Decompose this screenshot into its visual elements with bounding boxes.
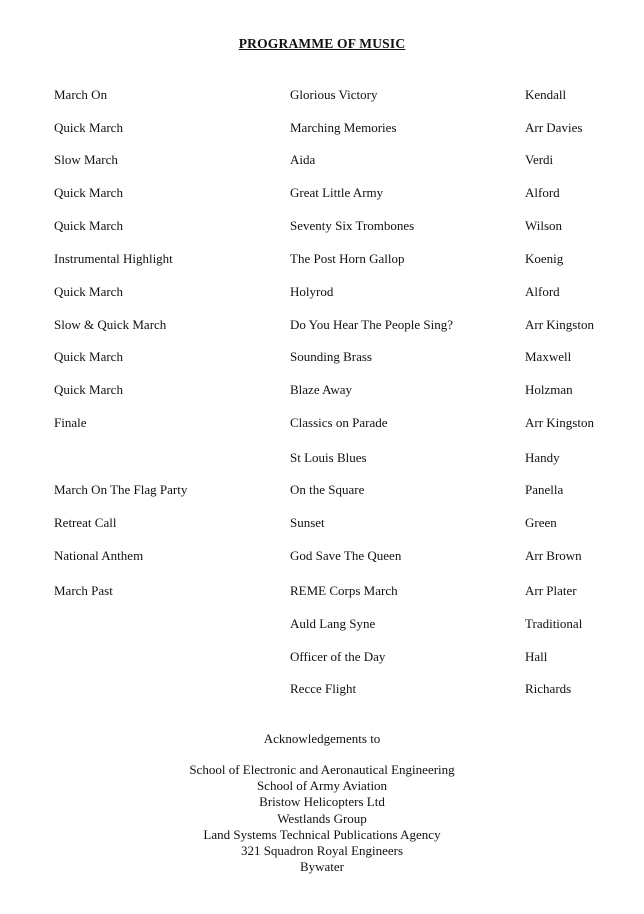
programme-row [0, 548, 644, 566]
programme-row [0, 251, 644, 269]
programme-row [0, 218, 644, 236]
piece-title: Sunset [290, 515, 325, 530]
composer: Koenig [525, 251, 564, 266]
occasion: Quick March [54, 349, 123, 364]
acknowledgement-entry: 321 Squadron Royal Engineers [240, 842, 404, 858]
occasion: March On [54, 87, 108, 102]
composer: Alford [525, 284, 560, 299]
occasion: Quick March [54, 284, 123, 299]
piece-title: Glorious Victory [290, 87, 378, 102]
composer: Arr Kingston [525, 317, 594, 332]
occasion: Instrumental Highlight [54, 251, 173, 266]
acknowledgements-heading: Acknowledgements to [263, 731, 381, 746]
piece-title: Blaze Away [290, 382, 352, 397]
occasion: Slow & Quick March [54, 317, 167, 332]
occasion: Finale [54, 415, 87, 430]
piece-title: Sounding Brass [290, 349, 372, 364]
programme-row [0, 415, 644, 433]
piece-title: Marching Memories [290, 120, 397, 135]
occasion: March On The Flag Party [54, 482, 188, 497]
piece-title: Seventy Six Trombones [290, 218, 415, 233]
acknowledgement-entry: Bywater [299, 859, 345, 875]
programme-row [0, 120, 644, 138]
composer: Green [525, 515, 557, 530]
acknowledgements-list [0, 762, 644, 875]
page-title: PROGRAMME OF MUSIC [238, 36, 406, 51]
piece-title: Auld Lang Syne [290, 616, 376, 631]
piece-title: Classics on Parade [290, 415, 388, 430]
composer: Handy [525, 450, 560, 465]
programme-row [0, 616, 644, 634]
programme-row [0, 382, 644, 400]
composer: Kendall [525, 87, 567, 102]
programme-row [0, 583, 644, 601]
occasion: Quick March [54, 218, 123, 233]
programme-row [0, 515, 644, 533]
composer: Panella [525, 482, 564, 497]
programme-row [0, 185, 644, 203]
piece-title: On the Square [290, 482, 365, 497]
occasion: National Anthem [54, 548, 144, 563]
composer: Arr Brown [525, 548, 582, 563]
piece-title: The Post Horn Gallop [290, 251, 405, 266]
programme-row [0, 649, 644, 667]
composer: Arr Davies [525, 120, 583, 135]
occasion: Retreat Call [54, 515, 117, 530]
composer: Alford [525, 185, 560, 200]
composer: Richards [525, 681, 572, 696]
programme-row [0, 152, 644, 170]
acknowledgement-entry: Westlands Group [277, 810, 367, 826]
programme-row [0, 681, 644, 699]
piece-title: Great Little Army [290, 185, 384, 200]
acknowledgement-entry: Land Systems Technical Publications Agency [203, 826, 441, 842]
composer: Hall [525, 649, 548, 664]
piece-title: REME Corps March [290, 583, 398, 598]
piece-title: Officer of the Day [290, 649, 386, 664]
piece-title: Do You Hear The People Sing? [290, 317, 453, 332]
occasion: Slow March [54, 152, 118, 167]
composer: Verdi [525, 152, 554, 167]
composer: Maxwell [525, 349, 572, 364]
acknowledgement-entry: School of Electronic and Aeronautical Engineering [189, 762, 455, 777]
programme-row [0, 349, 644, 367]
occasion: Quick March [54, 185, 123, 200]
programme-row [0, 482, 644, 500]
piece-title: God Save The Queen [290, 548, 402, 563]
composer: Holzman [525, 382, 573, 397]
composer: Wilson [525, 218, 563, 233]
acknowledgement-entry: School of Army Aviation [256, 778, 388, 794]
composer: Arr Kingston [525, 415, 594, 430]
piece-title: Recce Flight [290, 681, 357, 696]
programme-row [0, 87, 644, 105]
occasion: Quick March [54, 120, 123, 135]
programme-row [0, 317, 644, 335]
piece-title: Holyrod [290, 284, 334, 299]
occasion: Quick March [54, 382, 123, 397]
occasion: March Past [54, 583, 113, 598]
piece-title: Aida [290, 152, 316, 167]
programme-row [0, 450, 644, 468]
piece-title: St Louis Blues [290, 450, 367, 465]
acknowledgement-entry: Bristow Helicopters Ltd [259, 794, 385, 810]
programme-row [0, 284, 644, 302]
composer: Traditional [525, 616, 583, 631]
composer: Arr Plater [525, 583, 577, 598]
